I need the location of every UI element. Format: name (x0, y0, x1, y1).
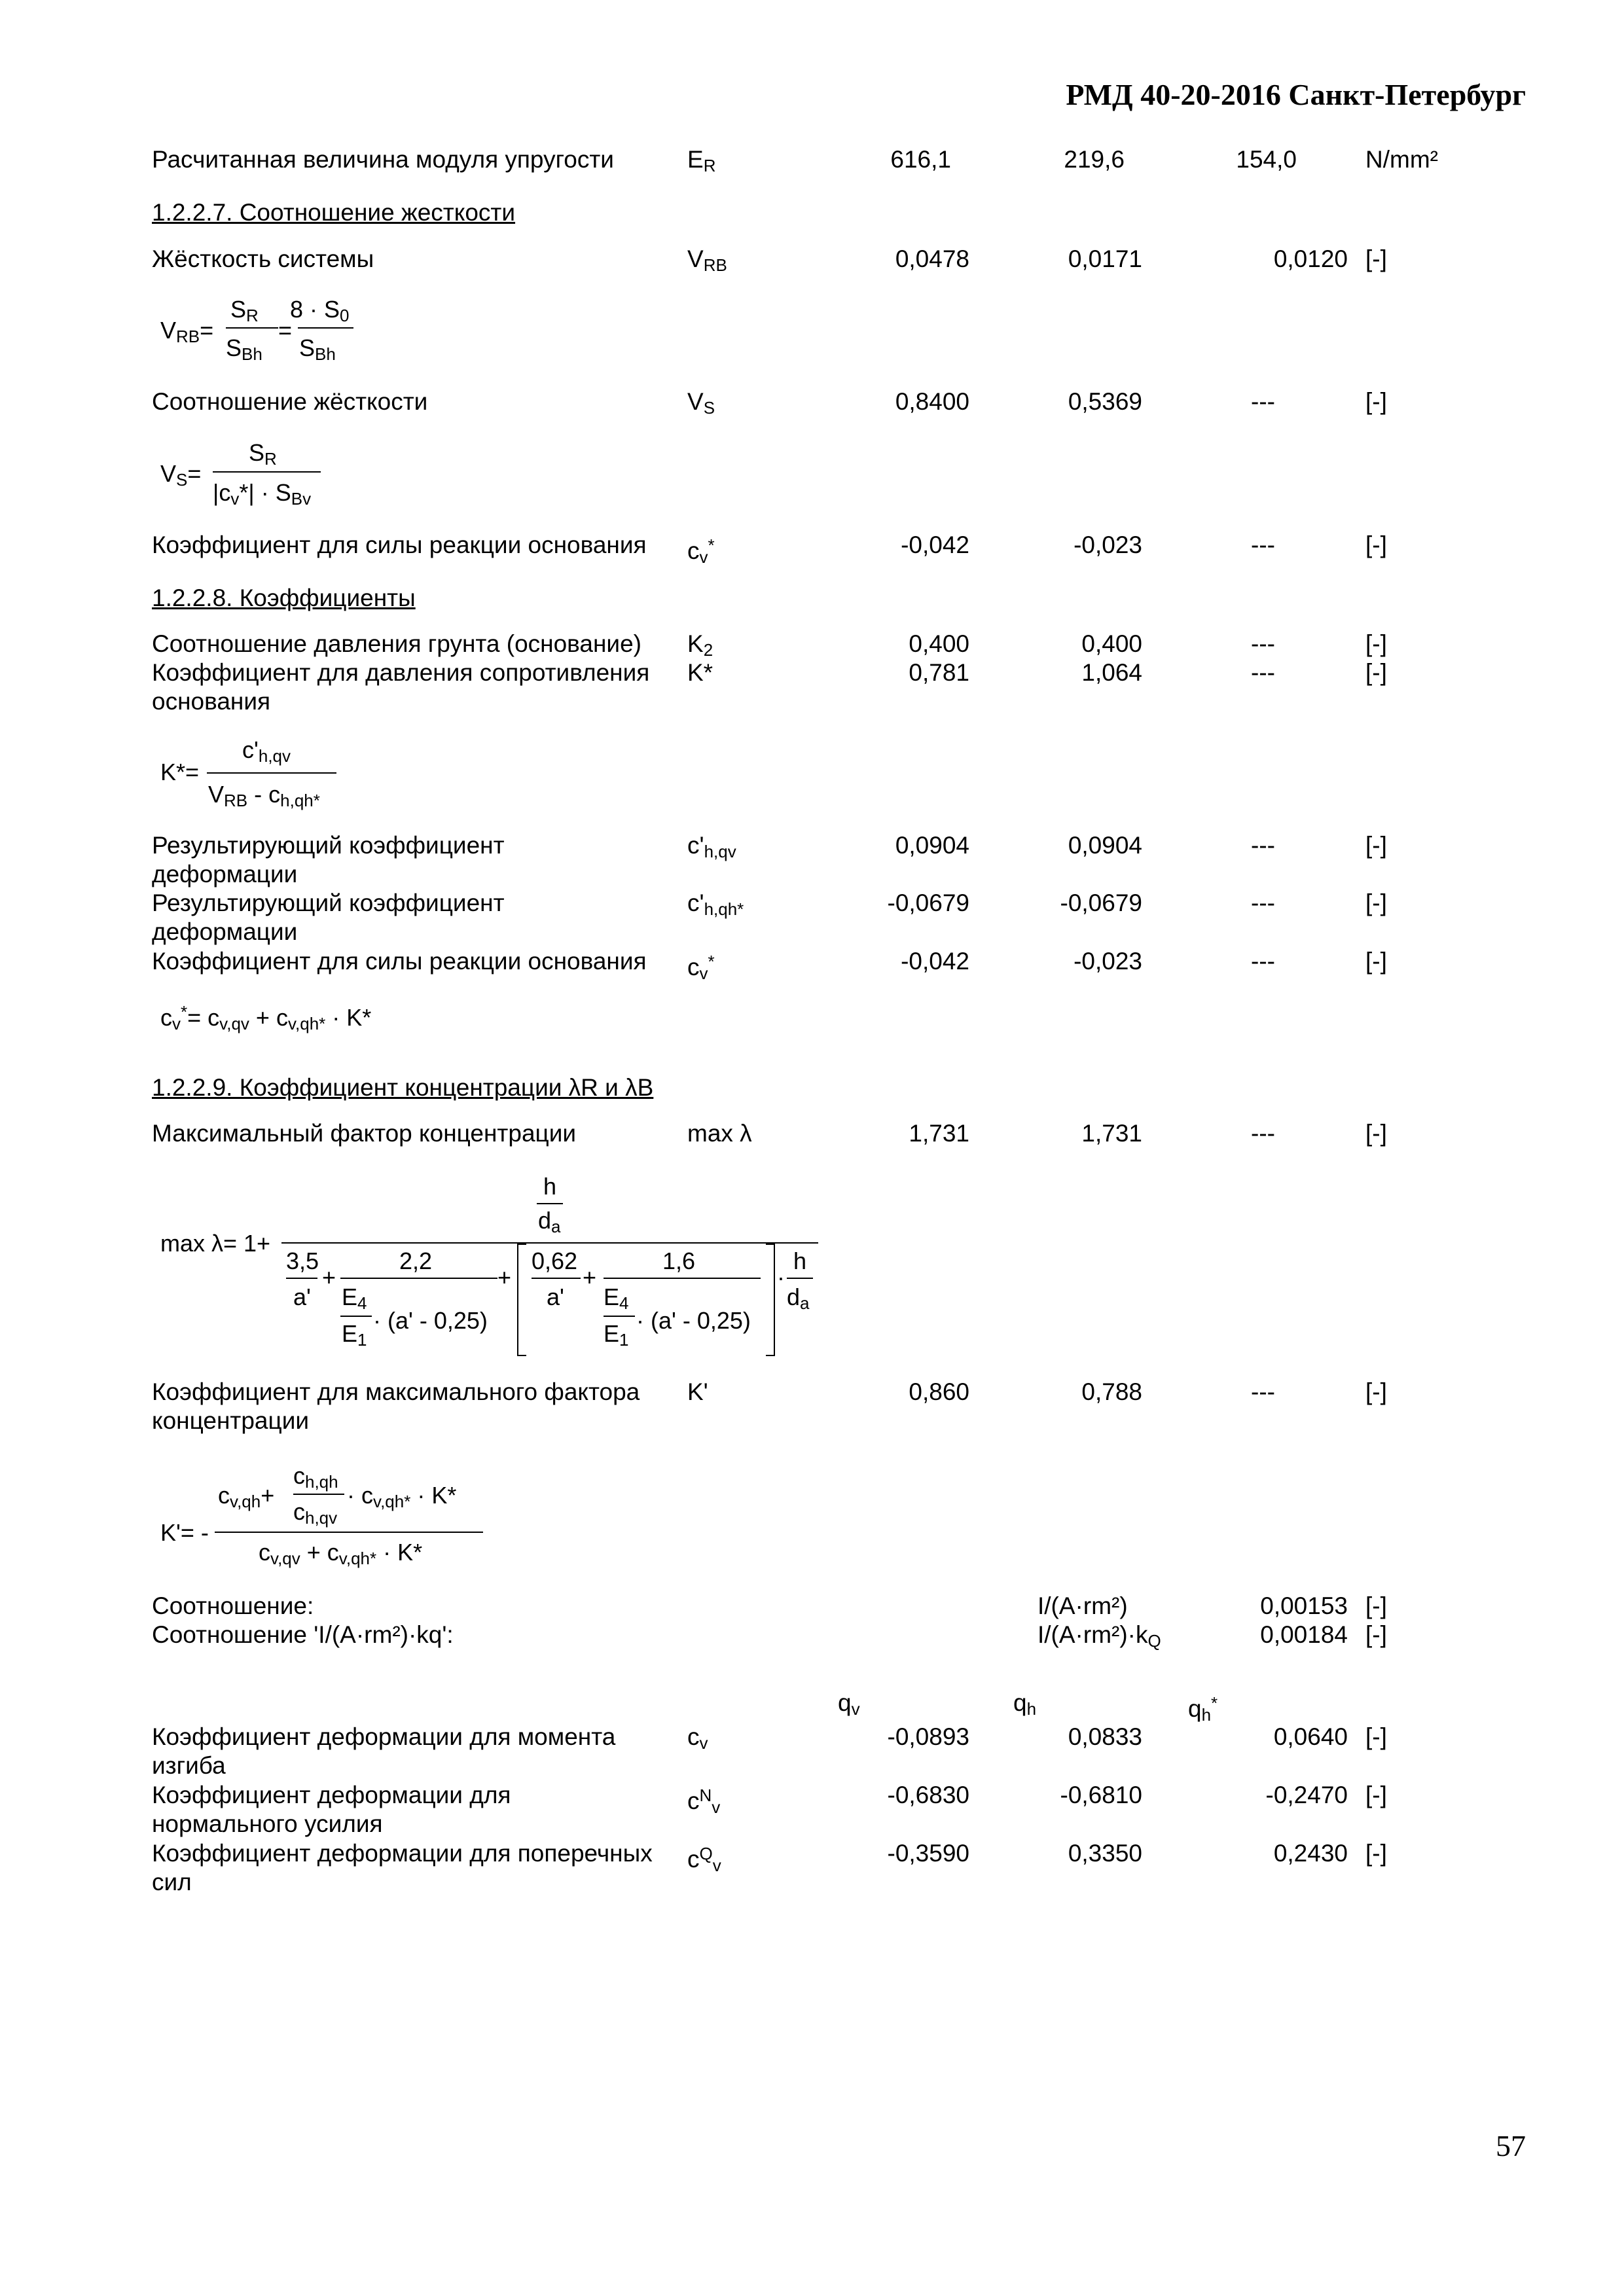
ratio-symbol: I/(A·rm²) (1038, 1592, 1128, 1619)
row-value-3: 0,2430 (1273, 1840, 1348, 1867)
row-value-2: -0,023 (1074, 948, 1142, 975)
row-unit: [-] (1365, 1621, 1387, 1648)
row-label: Коэффициент для силы реакции основания (152, 948, 647, 975)
row-value-2: 0,0904 (1068, 832, 1142, 859)
column-head-qh: qh (1013, 1689, 1037, 1719)
row-unit: [-] (1365, 948, 1387, 975)
row-value-2: -0,6810 (1060, 1782, 1142, 1808)
row-value-1: 616,1 (890, 146, 951, 173)
row-value-3: --- (1251, 948, 1275, 975)
formula-cv: cv*= cv,qv + cv,qh* · K* (160, 1002, 372, 1033)
row-label: Коэффициент для силы реакции основания (152, 531, 647, 558)
row-symbol: $c^Nv$ (687, 1785, 721, 1817)
row-symbol: ER (687, 146, 716, 175)
row-unit: [-] (1365, 659, 1387, 686)
row-label: Жёсткость системы (152, 245, 374, 272)
row-value-1: 0,0478 (895, 245, 969, 272)
row-value-1: 0,8400 (895, 388, 969, 415)
row-unit: [-] (1365, 889, 1387, 916)
row-value-2: 0,788 (1081, 1378, 1142, 1405)
row-symbol: VRB (687, 245, 727, 275)
row-value-1: 0,0904 (895, 832, 969, 859)
row-value-2: 1,731 (1081, 1120, 1142, 1147)
row-value-1: 1,731 (909, 1120, 969, 1147)
row-symbol: K* (687, 659, 713, 686)
row-symbol: $c^Qv$ (687, 1844, 721, 1875)
row-unit: [-] (1365, 245, 1387, 272)
row-value-2: 0,5369 (1068, 388, 1142, 415)
row-symbol: max λ (687, 1120, 752, 1147)
row-label: Соотношение давления грунта (основание) (152, 630, 642, 657)
row-label: Результирующий коэффициент деформации (152, 889, 505, 945)
row-value-1: -0,0893 (887, 1723, 969, 1750)
row-symbol: cv* (687, 952, 715, 983)
row-value-1: 0,860 (909, 1378, 969, 1405)
row-value-3: --- (1251, 1120, 1275, 1147)
row-unit: N/mm² (1365, 146, 1438, 173)
row-value-1: -0,6830 (887, 1782, 969, 1808)
ratio-value: 0,00184 (1260, 1621, 1348, 1648)
row-unit: [-] (1365, 1840, 1387, 1867)
row-value-2: 1,064 (1081, 659, 1142, 686)
row-symbol: K' (687, 1378, 708, 1405)
row-symbol: K2 (687, 630, 713, 660)
row-label: Коэффициент для максимального фактора концентрации (152, 1378, 640, 1434)
document-header: РМД 40-20-2016 Санкт-Петербург (1066, 78, 1526, 111)
row-symbol: cv (687, 1723, 708, 1753)
row-value-3: --- (1251, 1378, 1275, 1405)
ratio-label: Соотношение 'I/(A·rm²)·kq': (152, 1621, 454, 1648)
row-symbol: cv* (687, 535, 715, 567)
row-value-3: --- (1251, 832, 1275, 859)
section-heading: 1.2.2.8. Коэффициенты (152, 584, 416, 611)
row-value-3: --- (1251, 531, 1275, 558)
row-unit: [-] (1365, 1120, 1387, 1147)
section-heading: 1.2.2.7. Соотношение жесткости (152, 199, 516, 226)
row-symbol: c'h,qh* (687, 889, 744, 919)
row-value-3: --- (1251, 889, 1275, 916)
row-label: Коэффициент деформации для нормального усилия (152, 1782, 511, 1837)
row-unit: [-] (1365, 388, 1387, 415)
row-value-2: -0,0679 (1060, 889, 1142, 916)
page-number: 57 (1496, 2129, 1526, 2162)
row-value-1: -0,0679 (887, 889, 969, 916)
row-value-3: -0,2470 (1265, 1782, 1348, 1808)
row-value-3: --- (1251, 630, 1275, 657)
column-head-qh-star: qh* (1188, 1693, 1218, 1725)
row-label: Расчитанная величина модуля упругости (152, 146, 614, 173)
row-value-1: 0,781 (909, 659, 969, 686)
row-value-2: 0,0171 (1068, 245, 1142, 272)
ratio-symbol: I/(A·rm²)·kQ (1038, 1621, 1161, 1651)
row-unit: [-] (1365, 1723, 1387, 1750)
row-unit: [-] (1365, 1378, 1387, 1405)
row-value-1: 0,400 (909, 630, 969, 657)
row-value-2: 0,0833 (1068, 1723, 1142, 1750)
row-symbol: VS (687, 388, 715, 418)
row-label: Максимальный фактор концентрации (152, 1120, 577, 1147)
row-unit: [-] (1365, 531, 1387, 558)
row-label: Соотношение жёсткости (152, 388, 428, 415)
row-value-1: -0,042 (901, 948, 969, 975)
row-value-2: 219,6 (1064, 146, 1125, 173)
row-unit: [-] (1365, 832, 1387, 859)
row-value-2: 0,3350 (1068, 1840, 1142, 1867)
row-value-1: -0,042 (901, 531, 969, 558)
row-value-3: --- (1251, 388, 1275, 415)
row-value-3: 0,0640 (1273, 1723, 1348, 1750)
column-head-qv: qv (838, 1689, 860, 1719)
row-value-2: 0,400 (1081, 630, 1142, 657)
row-unit: [-] (1365, 630, 1387, 657)
row-value-3: 154,0 (1236, 146, 1297, 173)
row-label: Коэффициент деформации для поперечных сил (152, 1840, 653, 1895)
row-label: Результирующий коэффициент деформации (152, 832, 505, 888)
row-symbol: c'h,qv (687, 832, 736, 861)
row-unit: [-] (1365, 1782, 1387, 1808)
row-value-3: 0,0120 (1273, 245, 1348, 272)
row-value-3: --- (1251, 659, 1275, 686)
ratio-label: Соотношение: (152, 1592, 314, 1619)
row-value-1: -0,3590 (887, 1840, 969, 1867)
row-value-2: -0,023 (1074, 531, 1142, 558)
row-unit: [-] (1365, 1592, 1387, 1619)
ratio-value: 0,00153 (1260, 1592, 1348, 1619)
row-label: Коэффициент для давления сопротивления основания (152, 659, 650, 715)
section-heading: 1.2.2.9. Коэффициент концентрации λR и λB (152, 1074, 654, 1101)
row-label: Коэффициент деформации для момента изгиба (152, 1723, 616, 1779)
